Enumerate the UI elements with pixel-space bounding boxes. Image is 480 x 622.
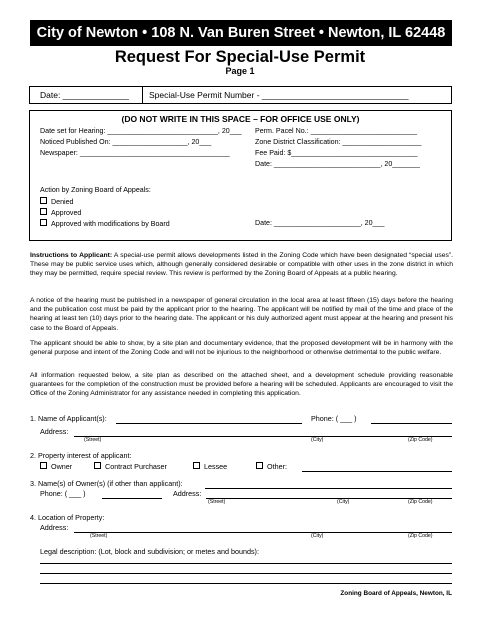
street-caption: (Street) — [90, 533, 108, 539]
legal-description-line-2[interactable] — [40, 573, 452, 574]
applicant-address-input[interactable] — [74, 436, 452, 437]
zip-caption: (Zip Code) — [408, 533, 433, 539]
action-date-field[interactable]: Date: ______________________, 20___ — [255, 219, 385, 227]
applicant-phone-input[interactable] — [371, 423, 452, 424]
owner-name-label: 3. Name(s) of Owner(s) (if other than applicant): — [30, 479, 183, 488]
checkbox-icon[interactable] — [40, 208, 47, 215]
instructions-paragraph-3: The applicant should be able to show, by a site plan and documentary evidence, that the proposed development will be in harmony with the general purpose and intent of the Zoning Code and will not be injurious to the neighborhood or otherwise detrimental to the public welfare. — [30, 340, 453, 357]
owner-phone-input[interactable] — [102, 498, 162, 499]
notice-published-field[interactable]: Noticed Published On: ___________________, 20___ — [40, 138, 212, 146]
city-caption: (City) — [337, 499, 350, 505]
option-approved-modified[interactable]: Approved with modifications by Board — [40, 219, 170, 229]
owner-name-input[interactable] — [205, 488, 452, 489]
applicant-name-label: 1. Name of Applicant(s): — [30, 414, 107, 423]
option-approved[interactable]: Approved — [40, 208, 81, 218]
city-caption: (City) — [311, 437, 324, 443]
checkbox-icon[interactable] — [94, 462, 101, 469]
header-banner: City of Newton • 108 N. Van Buren Street • Newton, IL 62448 — [30, 20, 452, 46]
fee-paid-field[interactable]: Fee Paid: $________________________________ — [255, 149, 418, 157]
checkbox-icon[interactable] — [40, 462, 47, 469]
permit-number-field[interactable]: Special-Use Permit Number - _______________________________ — [149, 90, 409, 100]
owner-phone-label: Phone: ( ___ ) — [40, 489, 86, 498]
other-interest-input[interactable] — [302, 471, 452, 472]
page-number: Page 1 — [225, 66, 255, 76]
zip-caption: (Zip Code) — [408, 499, 433, 505]
option-denied[interactable]: Denied — [40, 197, 73, 207]
interest-other[interactable]: Other: — [256, 462, 287, 471]
location-label: 4. Location of Property: — [30, 513, 105, 522]
zip-caption: (Zip Code) — [408, 437, 433, 443]
city-caption: (City) — [311, 533, 324, 539]
street-caption: (Street) — [84, 437, 102, 443]
office-use-box — [29, 110, 452, 241]
divider — [142, 87, 143, 103]
location-address-input[interactable] — [74, 532, 452, 533]
applicant-name-input[interactable] — [116, 423, 302, 424]
hearing-date-field[interactable]: Date set for Hearing: ____________________________, 20___ — [40, 127, 242, 135]
checkbox-icon[interactable] — [40, 219, 47, 226]
date-row — [29, 86, 452, 104]
checkbox-icon[interactable] — [40, 197, 47, 204]
owner-address-label: Address: — [173, 489, 202, 498]
address-label: Address: — [40, 427, 69, 436]
action-label: Action by Zoning Board of Appeals: — [40, 186, 151, 194]
interest-lessee[interactable]: Lessee — [193, 462, 227, 471]
instructions-paragraph-2: A notice of the hearing must be published in a newspaper of general circulation in the local area at least fifteen (15) days before the hearing and the publication cost must be paid by the applicant prior to the hearing. The applicant will be notified by mail of the time and place of the hearing at least ten (10) days prior to the hearing date. The applicant or his duly authorized agent must appear at the hearing and present his case to the Board of Appeals. — [30, 297, 453, 332]
footer-text: Zoning Board of Appeals, Newton, IL — [340, 590, 452, 597]
street-caption: (Street) — [208, 499, 226, 505]
parcel-number-field[interactable]: Perm. Pacel No.: ___________________________ — [255, 127, 418, 135]
checkbox-icon[interactable] — [193, 462, 200, 469]
legal-description-line-1[interactable] — [40, 563, 452, 564]
interest-contract-purchaser[interactable]: Contract Purchaser — [94, 462, 167, 471]
phone-label: Phone: ( ___ ) — [311, 414, 357, 423]
property-interest-label: 2. Property interest of applicant: — [30, 451, 132, 460]
location-address-label: Address: — [40, 523, 69, 532]
date-field[interactable]: Date: ______________ — [40, 90, 129, 100]
office-use-heading: (DO NOT WRITE IN THIS SPACE – FOR OFFICE USE ONLY) — [121, 114, 360, 124]
page-title: Request For Special-Use Permit — [114, 48, 366, 66]
zone-classification-field[interactable]: Zone District Classification: ____________________ — [255, 138, 422, 146]
legal-description-label: Legal description: (Lot, block and subdivision; or metes and bounds): — [40, 547, 259, 556]
instructions-paragraph-4: All information requested below, a site plan as described on the attached sheet, and a development schedule providing reasonable guarantees for the completion of the construction must be provided before a hearing will be scheduled. Applicants are encouraged to visit the Office of the Zoning Administrator for any assistance needed in completing this application. — [30, 372, 453, 398]
instructions-paragraph-1: Instructions to Applicant: A special-use permit allows developments listed in the Zoning Code which have been designated “special uses”. These may be public service uses which, although generally considered desirable or compatible with other uses in the zone district in which they may be permitted, require special review. This review is performed by the Zoning Board of Appeals at a public hearing. — [30, 252, 453, 278]
legal-description-line-3[interactable] — [40, 583, 452, 584]
checkbox-icon[interactable] — [256, 462, 263, 469]
interest-owner[interactable]: Owner — [40, 462, 72, 471]
office-date-field[interactable]: Date: ___________________________, 20_______ — [255, 160, 420, 168]
newspaper-field[interactable]: Newspaper: ______________________________________ — [40, 149, 230, 157]
